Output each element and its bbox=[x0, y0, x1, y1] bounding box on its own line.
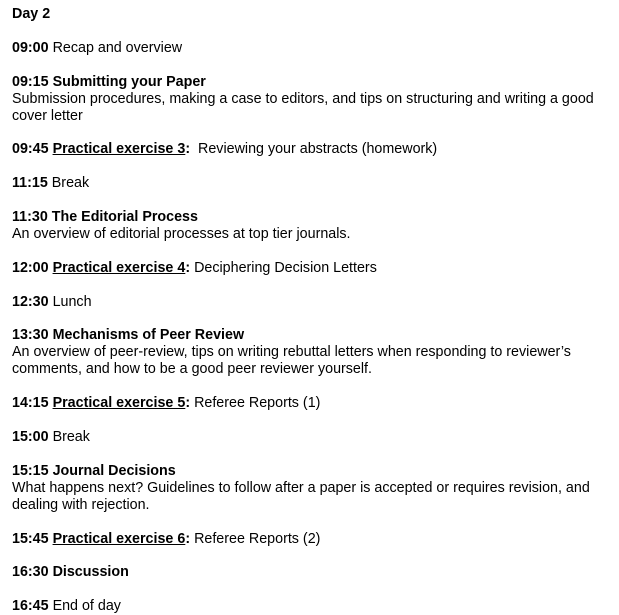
entry-time: 15:00 bbox=[12, 428, 49, 445]
entry-text: Reviewing your abstracts (homework) bbox=[198, 141, 438, 158]
entry-time: 16:45 bbox=[12, 598, 49, 615]
schedule-entry bbox=[12, 175, 612, 192]
schedule-entry bbox=[12, 327, 612, 378]
schedule-entry: 09:45 Practical exercise 3: Reviewing your abstracts (homework) bbox=[12, 141, 438, 158]
exercise-label: Practical exercise 5 bbox=[52, 395, 186, 412]
entry-title: The Editorial Process bbox=[51, 208, 198, 225]
entry-time: 11:15 bbox=[12, 175, 48, 192]
entry-title: Discussion bbox=[52, 564, 129, 581]
schedule-entry: 12:00 Practical exercise 4: Deciphering Decision Letters bbox=[12, 259, 377, 276]
day-title: Day 2 bbox=[12, 6, 51, 22]
entry-title: Mechanisms of Peer Review bbox=[52, 327, 245, 344]
entry-time: 15:15 bbox=[12, 462, 49, 479]
entry-time: 13:30 bbox=[12, 327, 49, 344]
entry-text: Deciphering Decision Letters bbox=[194, 259, 377, 276]
entry-time: 09:15 bbox=[12, 73, 49, 90]
schedule-entry bbox=[12, 463, 612, 514]
entry-title: Journal Decisions bbox=[52, 462, 176, 479]
entry-description: An overview of editorial processes at top tier journals. bbox=[12, 225, 351, 242]
entry-text: Referee Reports (1) bbox=[194, 395, 321, 412]
entry-title: Submitting your Paper bbox=[52, 73, 206, 90]
entry-text: End of day bbox=[52, 598, 121, 615]
entry-time: 14:15 bbox=[12, 395, 49, 412]
entry-time: 09:45 bbox=[12, 141, 49, 158]
exercise-label: Practical exercise 4 bbox=[52, 259, 186, 276]
schedule-entry: 14:15 Practical exercise 5: Referee Reports (1) bbox=[12, 395, 321, 412]
schedule-entry bbox=[12, 429, 612, 446]
entry-text: Break bbox=[51, 175, 90, 192]
exercise-label: Practical exercise 3 bbox=[52, 141, 186, 158]
schedule-entry bbox=[12, 209, 612, 243]
entry-time: 11:30 bbox=[12, 208, 48, 225]
entry-description: An overview of peer-review, tips on writing rebuttal letters when responding to reviewer’s comments, and how to be a good peer reviewer yourself. bbox=[12, 344, 571, 378]
entry-time: 12:30 bbox=[12, 293, 49, 310]
entry-text: Break bbox=[52, 428, 90, 445]
entry-text: Lunch bbox=[52, 293, 92, 310]
schedule-entry bbox=[12, 294, 612, 311]
exercise-label: Practical exercise 6 bbox=[52, 530, 186, 547]
schedule-entry: 15:45 Practical exercise 6: Referee Reports (2) bbox=[12, 530, 321, 547]
entry-text: Recap and overview bbox=[52, 39, 183, 56]
schedule-entry bbox=[12, 598, 612, 615]
schedule-entry bbox=[12, 74, 612, 125]
entry-description: What happens next? Guidelines to follow after a paper is accepted or requires revision, and dealing with rejection. bbox=[12, 479, 590, 513]
entry-text: Referee Reports (2) bbox=[194, 530, 321, 547]
entry-time: 16:30 bbox=[12, 564, 49, 581]
schedule-entry bbox=[12, 564, 612, 581]
entry-time: 12:00 bbox=[12, 259, 49, 276]
entry-time: 15:45 bbox=[12, 530, 49, 547]
schedule-entry bbox=[12, 40, 612, 57]
entry-time: 09:00 bbox=[12, 39, 49, 56]
schedule-document bbox=[12, 6, 612, 615]
entry-description: Submission procedures, making a case to editors, and tips on structuring and writing a good cover letter bbox=[12, 90, 594, 124]
